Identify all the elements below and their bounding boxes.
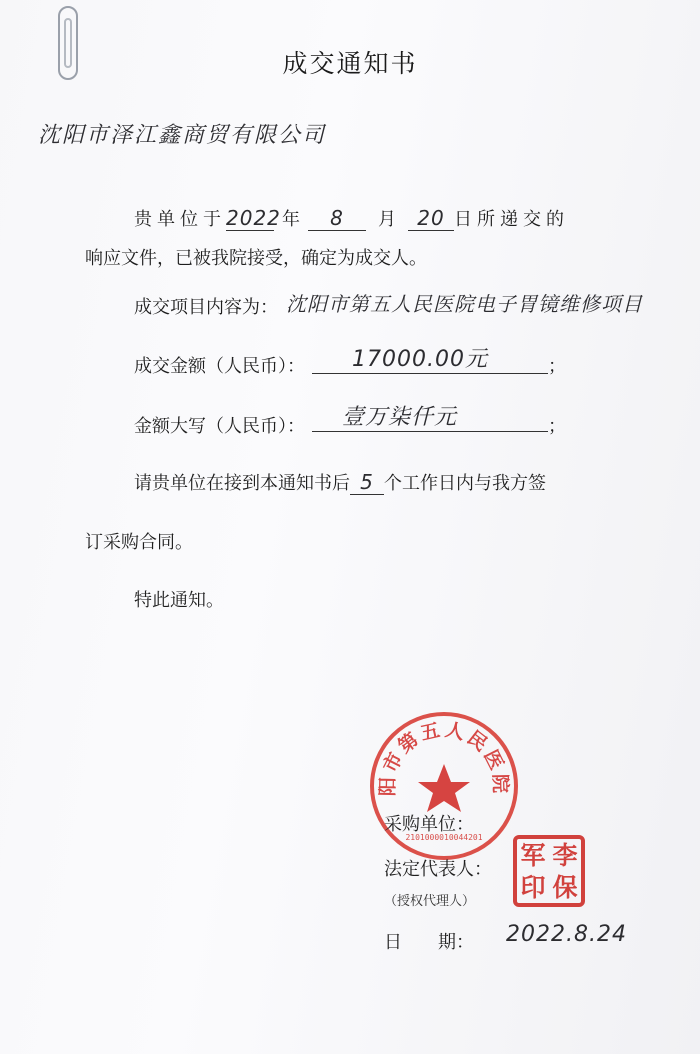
project-value: 沈阳市第五人民医院电子胃镜维修项目 — [286, 292, 643, 316]
caps-value: 壹万柒仟元 — [312, 400, 548, 432]
year-unit: 年 — [282, 209, 300, 230]
p1-prefix: 贵单位于 — [134, 209, 226, 230]
representative-label: 法定代表人： — [384, 859, 492, 880]
caps-end: ； — [548, 416, 566, 437]
notice-line-1 — [134, 469, 546, 495]
personal-seal-char: 军 — [520, 840, 546, 870]
caps-label: 金额大写（人民币）： — [134, 416, 305, 437]
project-row — [134, 293, 278, 319]
personal-seal — [513, 835, 585, 907]
page-title: 成交通知书 — [282, 49, 418, 78]
month-unit: 月 — [378, 209, 396, 230]
p1-suffix: 日所递交的 — [454, 209, 569, 230]
seal-text: 阳市第五人民医院 — [376, 718, 512, 797]
notice-suffix: 个工作日内与我方签 — [384, 473, 546, 494]
paragraph-1-line-2: 响应文件，已被我院接受，确定为成交人。 — [85, 248, 427, 269]
project-label: 成交项目内容为： — [134, 297, 278, 318]
amount-value: 17000.00元 — [312, 342, 548, 374]
personal-seal-char: 印 — [520, 872, 546, 902]
official-seal — [370, 712, 518, 860]
paragraph-1-line-1 — [134, 205, 569, 231]
recipient-name: 沈阳市泽江鑫商贸有限公司 — [38, 123, 327, 148]
amount-label: 成交金额（人民币）： — [134, 356, 305, 377]
star-icon — [418, 764, 470, 812]
buyer-label: 采购单位： — [384, 814, 474, 835]
seal-code: 2101000010044201 — [405, 833, 483, 842]
personal-seal-char: 李 — [552, 840, 578, 870]
notice-line-2: 订采购合同。 — [85, 532, 193, 553]
year-field: 2022 — [226, 206, 281, 230]
closing-text: 特此通知。 — [134, 590, 224, 611]
date-label: 日 期： — [384, 932, 474, 953]
notice-days: 5 — [350, 470, 384, 495]
month-field: 8 — [308, 206, 366, 231]
notice-prefix: 请贵单位在接到本通知书后 — [134, 473, 350, 494]
agent-label: （授权代理人） — [384, 894, 476, 909]
personal-seal-char: 保 — [552, 872, 578, 902]
day-field: 20 — [408, 206, 454, 231]
amount-end: ； — [548, 356, 566, 377]
date-value: 2022.8.24 — [506, 922, 627, 947]
